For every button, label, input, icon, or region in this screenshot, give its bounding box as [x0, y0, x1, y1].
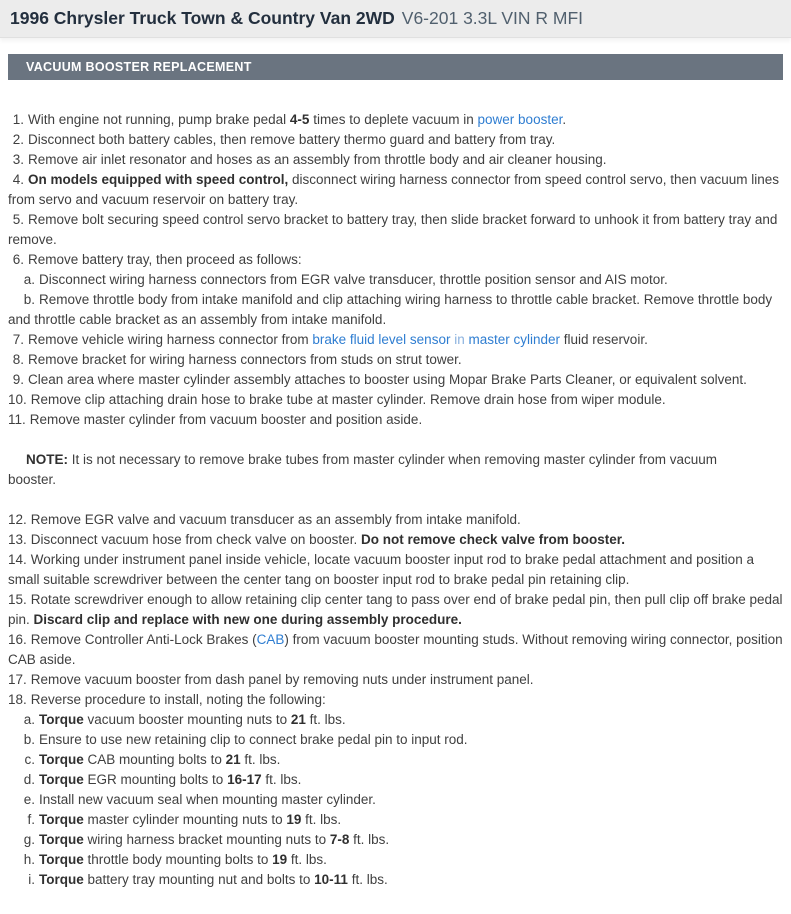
procedure-step: [8, 130, 783, 150]
step-text: Disconnect both battery cables, then remove battery thermo guard and battery from tray.: [28, 132, 556, 147]
step-text: ) from vacuum booster mounting studs. Without removing wiring connector, position CAB aside.: [8, 632, 783, 667]
procedure-step: [8, 350, 783, 370]
step-text: Remove bolt securing speed control servo bracket to battery tray, then slide bracket forward to unhook it from battery tray and remove.: [8, 212, 778, 247]
substep-letter: g.: [23, 832, 35, 847]
substep-letter: a.: [23, 712, 35, 727]
bold-text: Torque: [39, 832, 84, 847]
bold-text: Do not remove check valve from booster.: [360, 532, 626, 547]
step-number: 8.: [12, 352, 24, 367]
section-title: VACUUM BOOSTER REPLACEMENT: [26, 60, 252, 74]
step-number: 1.: [12, 112, 24, 127]
procedure-step: [8, 830, 783, 850]
step-text: With engine not running, pump brake pedal: [28, 112, 290, 127]
substep-letter: e.: [23, 792, 35, 807]
step-text: ft. lbs.: [347, 872, 388, 887]
step-text: Remove clip attaching drain hose to brake tube at master cylinder. Remove drain hose from wiper module.: [30, 392, 666, 407]
procedure-step: [8, 670, 783, 690]
substep-letter: b.: [23, 732, 35, 747]
step-text: Install new vacuum seal when mounting master cylinder.: [39, 792, 376, 807]
step-text: Ensure to use new retaining clip to connect brake pedal pin to input rod.: [39, 732, 468, 747]
step-text: Remove EGR valve and vacuum transducer as an assembly from intake manifold.: [30, 512, 521, 527]
step-text: vacuum booster mounting nuts to: [83, 712, 291, 727]
procedure-step: [8, 590, 783, 630]
step-text: Working under instrument panel inside vehicle, locate vacuum booster input rod to brake pedal attachment and position a small suitable screwdriver between the center tang on booster input rod to brake pedal pin retaining clip.: [8, 552, 754, 587]
procedure-step: [8, 730, 783, 750]
step-number: 3.: [12, 152, 24, 167]
procedure-step: [8, 270, 783, 290]
procedure-step: [8, 410, 783, 430]
page-header: [0, 0, 791, 38]
procedure-step: [8, 250, 783, 270]
step-number: 16.: [8, 632, 27, 647]
bold-text: 7-8: [329, 832, 350, 847]
procedure-step: [8, 210, 783, 250]
step-text: CAB mounting bolts to: [83, 752, 226, 767]
step-text: ft. lbs.: [287, 852, 327, 867]
bold-text: 21: [290, 712, 306, 727]
step-text: Disconnect wiring harness connectors from EGR valve transducer, throttle position sensor and AIS motor.: [39, 272, 668, 287]
bold-text: 16-17: [227, 772, 262, 787]
procedure-step: [8, 370, 783, 390]
step-text: EGR mounting bolts to: [83, 772, 228, 787]
bold-text: Torque: [39, 812, 84, 827]
substep-letter: a.: [23, 272, 35, 287]
procedure-step: [8, 170, 783, 210]
step-text: Rotate screwdriver enough to allow retaining clip center tang to pass over end of brake pedal pin, then pull clip off brake pedal pin.: [8, 592, 783, 627]
power-booster-link[interactable]: power booster: [477, 112, 563, 127]
step-text: Remove vacuum booster from dash panel by removing nuts under instrument panel.: [30, 672, 534, 687]
step-text: Remove bracket for wiring harness connectors from studs on strut tower.: [28, 352, 462, 367]
substep-letter: f.: [27, 812, 35, 827]
step-text: It is not necessary to remove brake tubes from master cylinder when removing master cylinder from vacuum booster.: [8, 452, 717, 487]
step-number: 12.: [8, 512, 27, 527]
procedure-step: [8, 110, 783, 130]
bold-text: 10-11: [314, 872, 348, 887]
step-number: 6.: [12, 252, 24, 267]
procedure-step: [8, 750, 783, 770]
procedure-step: [8, 530, 783, 550]
step-text: wiring harness bracket mounting nuts to: [83, 832, 330, 847]
step-text: ft. lbs.: [349, 832, 390, 847]
procedure-step: [8, 330, 783, 350]
bold-text: 21: [225, 752, 241, 767]
step-text: .: [562, 112, 567, 127]
steps-list: [8, 110, 783, 890]
procedure-step: [8, 770, 783, 790]
note-paragraph: [8, 450, 783, 490]
step-text: ft. lbs.: [240, 752, 281, 767]
step-number: 17.: [8, 672, 27, 687]
step-text: Remove throttle body from intake manifold and clip attaching wiring harness to throttle cable bracket. Remove throttle body and throttle cable bracket as an assembly from intake manifold.: [8, 292, 773, 327]
bold-text: On models equipped with speed control,: [28, 172, 289, 187]
step-number: 11.: [8, 412, 26, 427]
step-text: ft. lbs.: [301, 812, 342, 827]
substep-letter: i.: [28, 872, 35, 887]
bold-text: 4-5: [289, 112, 310, 127]
procedure-step: [8, 810, 783, 830]
procedure-step: [8, 390, 783, 410]
step-text: Remove vehicle wiring harness connector from: [28, 332, 313, 347]
procedure-step: [8, 870, 783, 890]
step-text: Reverse procedure to install, noting the following:: [30, 692, 326, 707]
procedure-step: [8, 630, 783, 670]
bold-text: Torque: [39, 772, 84, 787]
step-number: 13.: [8, 532, 27, 547]
bold-text: NOTE:: [26, 452, 68, 467]
substep-letter: b.: [23, 292, 35, 307]
step-text: ft. lbs.: [305, 712, 346, 727]
page-title: 1996 Chrysler Truck Town & Country Van 2WD: [10, 8, 395, 28]
substep-letter: c.: [24, 752, 35, 767]
step-text: times to deplete vacuum in: [309, 112, 478, 127]
step-text: Disconnect vacuum hose from check valve on booster.: [30, 532, 361, 547]
procedure-step: [8, 290, 783, 330]
brake-fluid-level-sensor-link[interactable]: brake fluid level sensor: [312, 332, 451, 347]
in-link[interactable]: in: [454, 332, 465, 347]
step-number: 10.: [8, 392, 27, 407]
step-text: throttle body mounting bolts to: [83, 852, 273, 867]
bold-text: Torque: [39, 712, 84, 727]
step-text: master cylinder mounting nuts to: [83, 812, 287, 827]
step-number: 2.: [12, 132, 24, 147]
step-text: Remove battery tray, then proceed as follows:: [28, 252, 302, 267]
bold-text: Torque: [39, 872, 84, 887]
step-text: Remove master cylinder from vacuum booster and position aside.: [29, 412, 423, 427]
page-subtitle: V6-201 3.3L VIN R MFI: [401, 8, 584, 28]
step-number: 4.: [12, 172, 24, 187]
step-text: Remove Controller Anti-Lock Brakes (: [30, 632, 257, 647]
bold-text: 19: [286, 812, 302, 827]
bold-text: Torque: [39, 852, 84, 867]
procedure-step: [8, 850, 783, 870]
procedure-step: [8, 510, 783, 530]
master-cylinder-link[interactable]: master cylinder: [468, 332, 561, 347]
section-header-bar: [8, 54, 783, 80]
step-number: 18.: [8, 692, 27, 707]
step-number: 7.: [12, 332, 24, 347]
step-text: Clean area where master cylinder assembly attaches to booster using Mopar Brake Parts Cleaner, or equivalent solvent.: [28, 372, 747, 387]
bold-text: Discard clip and replace with new one during assembly procedure.: [33, 612, 462, 627]
procedure-step: [8, 710, 783, 730]
step-text: Remove air inlet resonator and hoses as an assembly from throttle body and air cleaner housing.: [28, 152, 607, 167]
step-text: battery tray mounting nut and bolts to: [83, 872, 315, 887]
step-number: 15.: [8, 592, 27, 607]
step-text: disconnect wiring harness connector from speed control servo, then vacuum lines from servo and vacuum reservoir on battery tray.: [8, 172, 780, 207]
substep-letter: d.: [23, 772, 35, 787]
step-text: fluid reservoir.: [560, 332, 648, 347]
step-number: 5.: [12, 212, 24, 227]
step-number: 14.: [8, 552, 27, 567]
procedure-content: [0, 80, 791, 914]
bold-text: Torque: [39, 752, 84, 767]
substep-letter: h.: [23, 852, 35, 867]
procedure-step: [8, 790, 783, 810]
procedure-step: [8, 550, 783, 590]
procedure-step: [8, 150, 783, 170]
procedure-step: [8, 690, 783, 710]
cab-link[interactable]: CAB: [256, 632, 285, 647]
step-text: ft. lbs.: [261, 772, 302, 787]
bold-text: 19: [272, 852, 288, 867]
step-number: 9.: [12, 372, 24, 387]
